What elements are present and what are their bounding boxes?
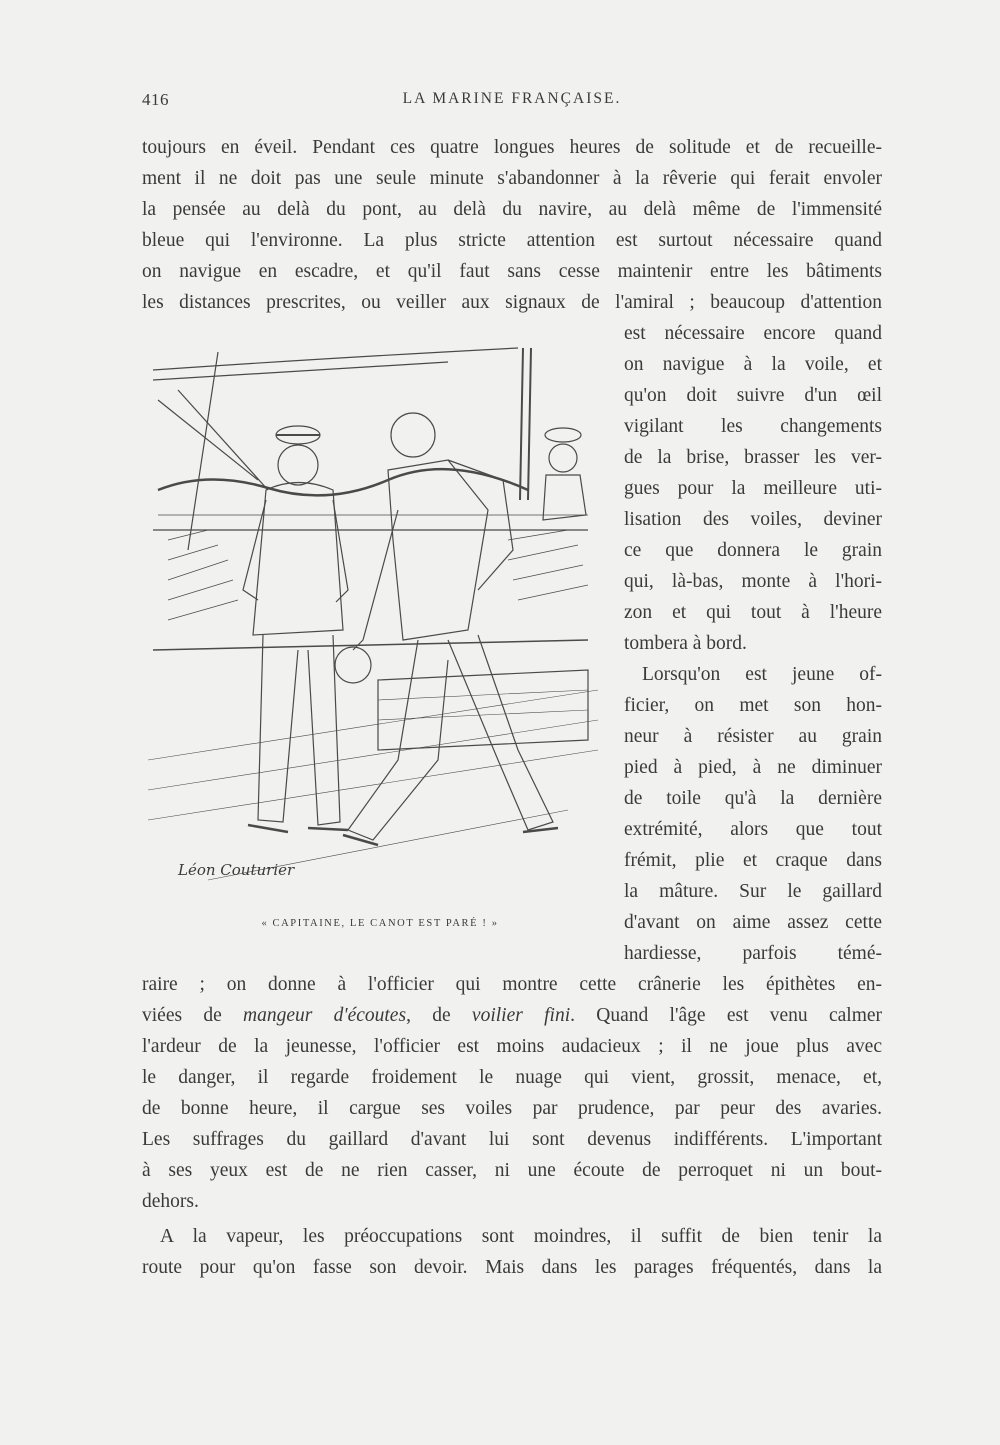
italic-phrase: voilier fini xyxy=(471,1005,571,1026)
text-line: de toile qu'à la dernière xyxy=(624,788,882,809)
engraving-illustration xyxy=(148,340,598,910)
text-line xyxy=(142,1000,882,1031)
text-span: viées de xyxy=(142,1005,244,1026)
text-line: tombera à bord. xyxy=(624,633,747,654)
text-line: toujours en éveil. Pendant ces quatre longues heures de solitude et de recueille- xyxy=(142,137,882,158)
text-line: ment il ne doit pas une seule minute s'abandonner à la rêverie qui ferait envoler xyxy=(142,168,882,189)
text-line: lisation des voiles, deviner xyxy=(624,509,882,530)
running-head xyxy=(142,90,882,114)
text-line: frémit, plie et craque dans xyxy=(624,850,882,871)
artist-signature: Léon Couturier xyxy=(178,861,295,879)
text-line: l'ardeur de la jeunesse, l'officier est moins audacieux ; il ne joue plus avec xyxy=(142,1036,882,1057)
text-line: Les suffrages du gaillard d'avant lui sont devenus indifférents. L'important xyxy=(142,1129,882,1150)
text-line: la pensée au delà du pont, au delà du navire, au delà même de l'immensité xyxy=(142,199,882,220)
text-line: zon et qui tout à l'heure xyxy=(624,602,882,623)
text-line: bleue qui l'environne. La plus stricte attention est surtout nécessaire quand xyxy=(142,230,882,251)
text-line: de bonne heure, il cargue ses voiles par prudence, par peur des avaries. xyxy=(142,1098,882,1119)
engraving-drawing xyxy=(148,340,598,910)
page-number: 416 xyxy=(142,90,169,109)
text-column-right xyxy=(624,318,882,969)
text-line: neur à résister au grain xyxy=(624,726,882,747)
text-line: de la brise, brasser les ver- xyxy=(624,447,882,468)
italic-phrase: mangeur d'écoutes xyxy=(243,1005,407,1026)
text-line: on navigue en escadre, et qu'il faut sans cesse maintenir entre les bâtiments xyxy=(142,261,882,282)
text-line: route pour qu'on fasse son devoir. Mais dans les parages fréquentés, dans la xyxy=(142,1257,882,1278)
text-span: , de xyxy=(406,1005,472,1026)
text-line: d'avant on aime assez cette xyxy=(624,912,882,933)
text-line: A la vapeur, les préoccupations sont moindres, il suffit de bien tenir la xyxy=(160,1226,882,1247)
text-line: Lorsqu'on est jeune of- xyxy=(642,664,882,685)
text-line: les distances prescrites, ou veiller aux signaux de l'amiral ; beaucoup d'attention xyxy=(142,292,882,313)
illustration-caption: « CAPITAINE, LE CANOT EST PARÉ ! » xyxy=(261,918,499,929)
text-line: qui, là-bas, monte à l'hori- xyxy=(624,571,882,592)
running-title: LA MARINE FRANÇAISE. xyxy=(402,90,622,107)
text-line: hardiesse, parfois témé- xyxy=(624,943,882,964)
text-line: ce que donnera le grain xyxy=(624,540,882,561)
text-line: la mâture. Sur le gaillard xyxy=(624,881,882,902)
text-span: . Quand l'âge est venu calmer xyxy=(570,1005,882,1026)
text-line: à ses yeux est de ne rien casser, ni une écoute de perroquet ni un bout- xyxy=(142,1160,882,1181)
text-line: pied à pied, à ne diminuer xyxy=(624,757,882,778)
text-line: le danger, il regarde froidement le nuage qui vient, grossit, menace, et, xyxy=(142,1067,882,1088)
text-line: gues pour la meilleure uti- xyxy=(624,478,882,499)
text-line: ficier, on met son hon- xyxy=(624,695,882,716)
text-line: on navigue à la voile, et xyxy=(624,354,882,375)
text-line: dehors. xyxy=(142,1191,199,1212)
text-line: extrémité, alors que tout xyxy=(624,819,882,840)
text-line: raire ; on donne à l'officier qui montre cette crânerie les épithètes en- xyxy=(142,974,882,995)
text-line: qu'on doit suivre d'un œil xyxy=(624,385,882,406)
text-line: est nécessaire encore quand xyxy=(624,323,882,344)
text-line: vigilant les changements xyxy=(624,416,882,437)
